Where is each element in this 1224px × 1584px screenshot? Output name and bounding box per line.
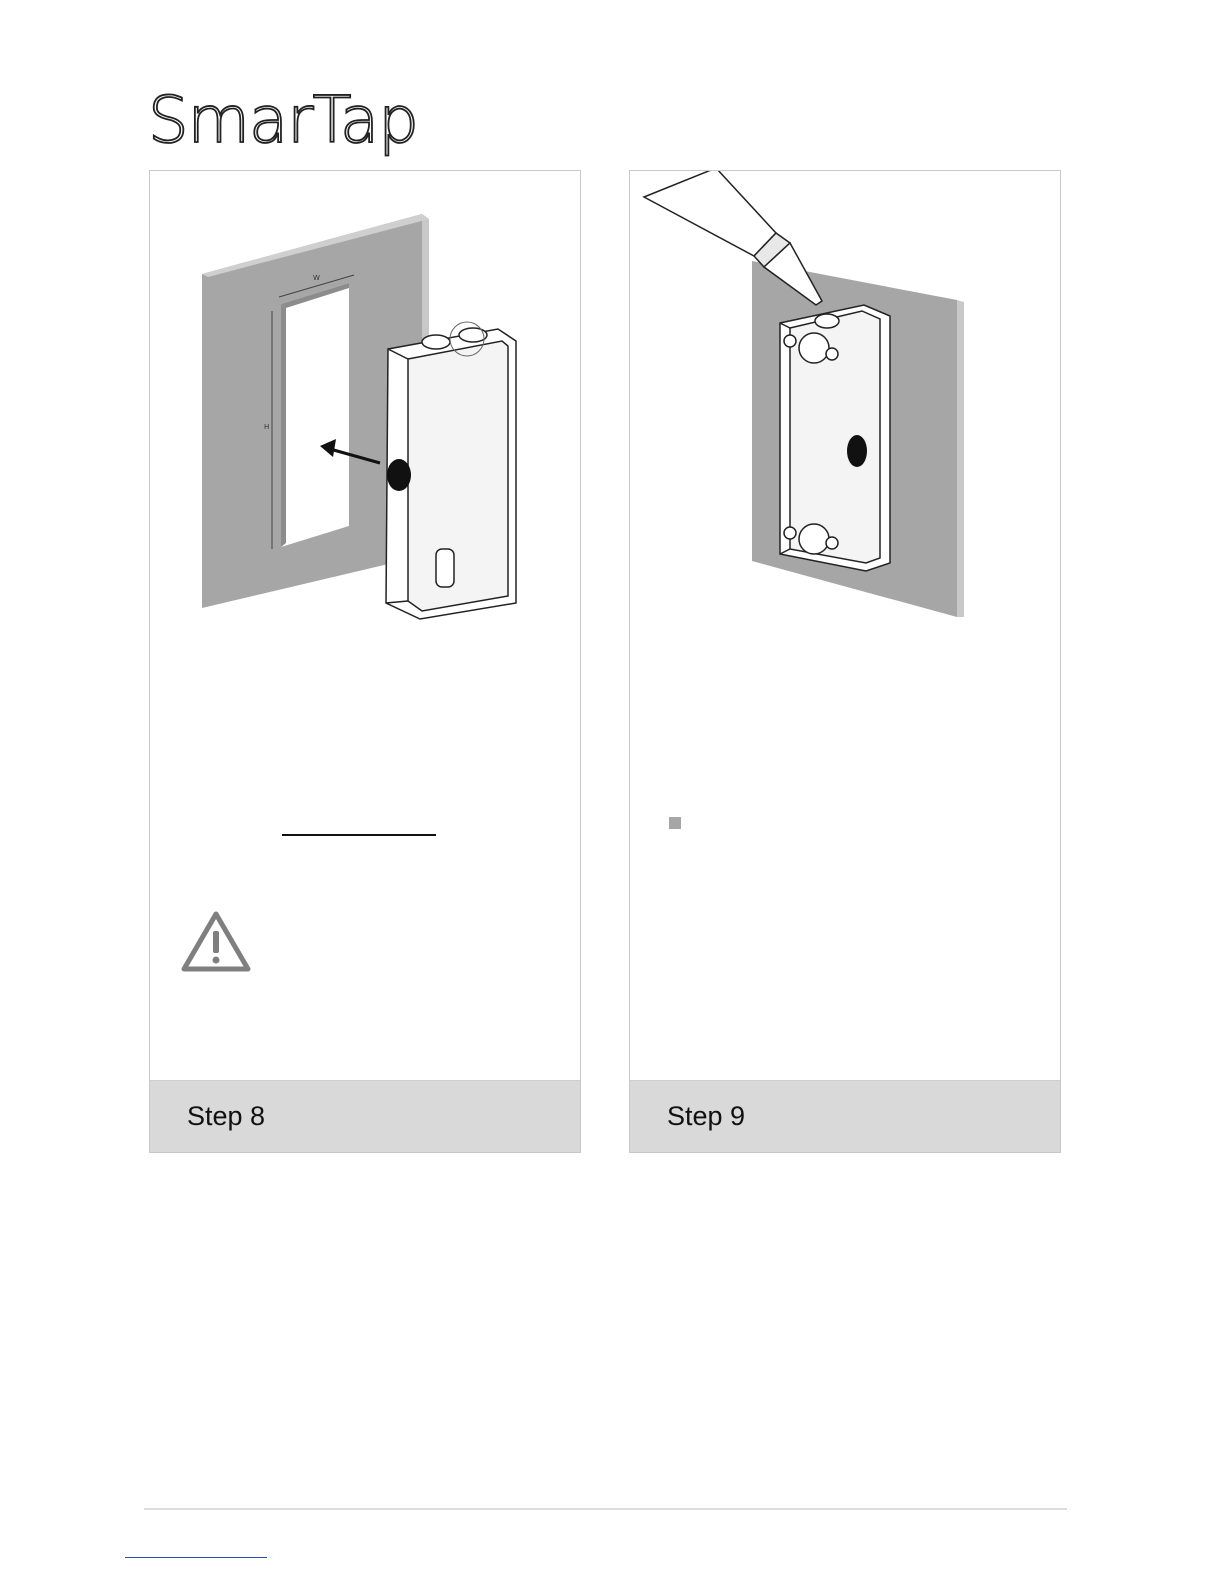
step-9-card bbox=[629, 170, 1061, 1153]
cable-entry-hole bbox=[847, 435, 867, 467]
cable-entry-hole bbox=[387, 459, 411, 491]
link-underline bbox=[282, 834, 436, 836]
step-9-label: Step 9 bbox=[667, 1101, 746, 1131]
warning-triangle-icon bbox=[180, 909, 252, 975]
step-8-footer bbox=[150, 1080, 580, 1152]
step-8-illustration bbox=[150, 171, 580, 631]
height-label: H bbox=[264, 423, 270, 431]
step-9-illustration bbox=[630, 171, 1060, 631]
width-label: W bbox=[313, 274, 320, 282]
logo-wordmark: SmarTap bbox=[148, 84, 418, 158]
footer-link-underline[interactable] bbox=[125, 1557, 267, 1558]
back-box-installed bbox=[780, 305, 890, 571]
smartap-logo bbox=[148, 80, 418, 170]
step-8-card bbox=[149, 170, 581, 1153]
step-8-label: Step 8 bbox=[187, 1101, 266, 1131]
footer-divider bbox=[144, 1508, 1067, 1510]
silicone-gun bbox=[644, 171, 822, 305]
wall-opening bbox=[281, 283, 349, 547]
step-9-footer bbox=[630, 1080, 1060, 1152]
square-bullet-icon bbox=[669, 817, 681, 829]
